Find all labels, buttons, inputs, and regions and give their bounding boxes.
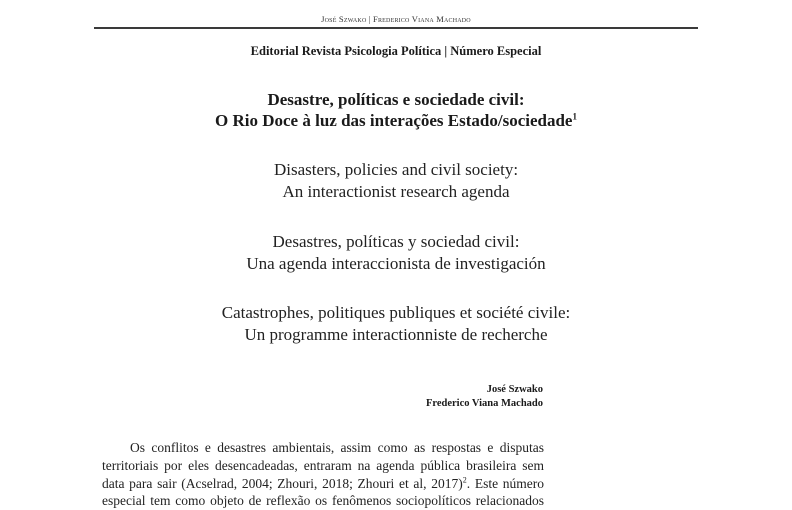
title-english-line-1: Disasters, policies and civil society:	[273, 160, 519, 179]
title-line-1: Desastre, políticas e sociedade civil:	[267, 90, 525, 109]
title-line-2	[94, 110, 698, 131]
body-line-2: territoriais por eles desencadeadas, entraram na agenda pública brasileira sem	[102, 457, 544, 473]
title-spanish-line-2: Una agenda interaccionista de investigación	[246, 254, 546, 273]
body-paragraph	[102, 439, 544, 510]
editorial-label	[94, 44, 698, 59]
header-rule	[94, 27, 698, 29]
author-list	[300, 383, 543, 411]
title-spanish-line-1: Desastres, políticas y sociedad civil:	[272, 232, 520, 251]
title-english	[94, 159, 698, 203]
article-title	[94, 89, 698, 131]
body-line-3	[102, 475, 544, 493]
running-header	[94, 14, 698, 24]
title-french	[94, 302, 698, 346]
body-line-4: especial tem como objeto de reflexão os fenômenos sociopolíticos relacionados	[102, 493, 544, 509]
title-spanish	[94, 231, 698, 275]
title-french-line-1: Catastrophes, politiques publiques et société civile:	[221, 303, 571, 322]
title-english-line-2: An interactionist research agenda	[282, 182, 510, 201]
body-line-3-part-1: data para sair (Acselrad, 2004; Zhouri, 2018; Zhouri et al, 2017)	[102, 475, 463, 491]
author-2: Frederico Viana Machado	[425, 398, 543, 409]
footnote-ref-1[interactable]: 1	[572, 111, 577, 122]
editorial-label-text: Editorial Revista Psicologia Política | Número Especial	[250, 44, 542, 58]
body-line-1: Os conflitos e desastres ambientais, assim como as respostas e disputas	[130, 440, 544, 455]
title-line-2-text: O Rio Doce à luz das interações Estado/sociedade	[215, 111, 573, 130]
footnote-ref-2[interactable]: 2	[462, 475, 467, 485]
title-french-line-2: Un programme interactionniste de recherche	[244, 325, 548, 344]
body-line-3-part-2: . Este número	[466, 475, 544, 491]
running-header-authors: José Szwako | Frederico Viana Machado	[321, 14, 471, 24]
author-1: José Szwako	[486, 384, 543, 395]
